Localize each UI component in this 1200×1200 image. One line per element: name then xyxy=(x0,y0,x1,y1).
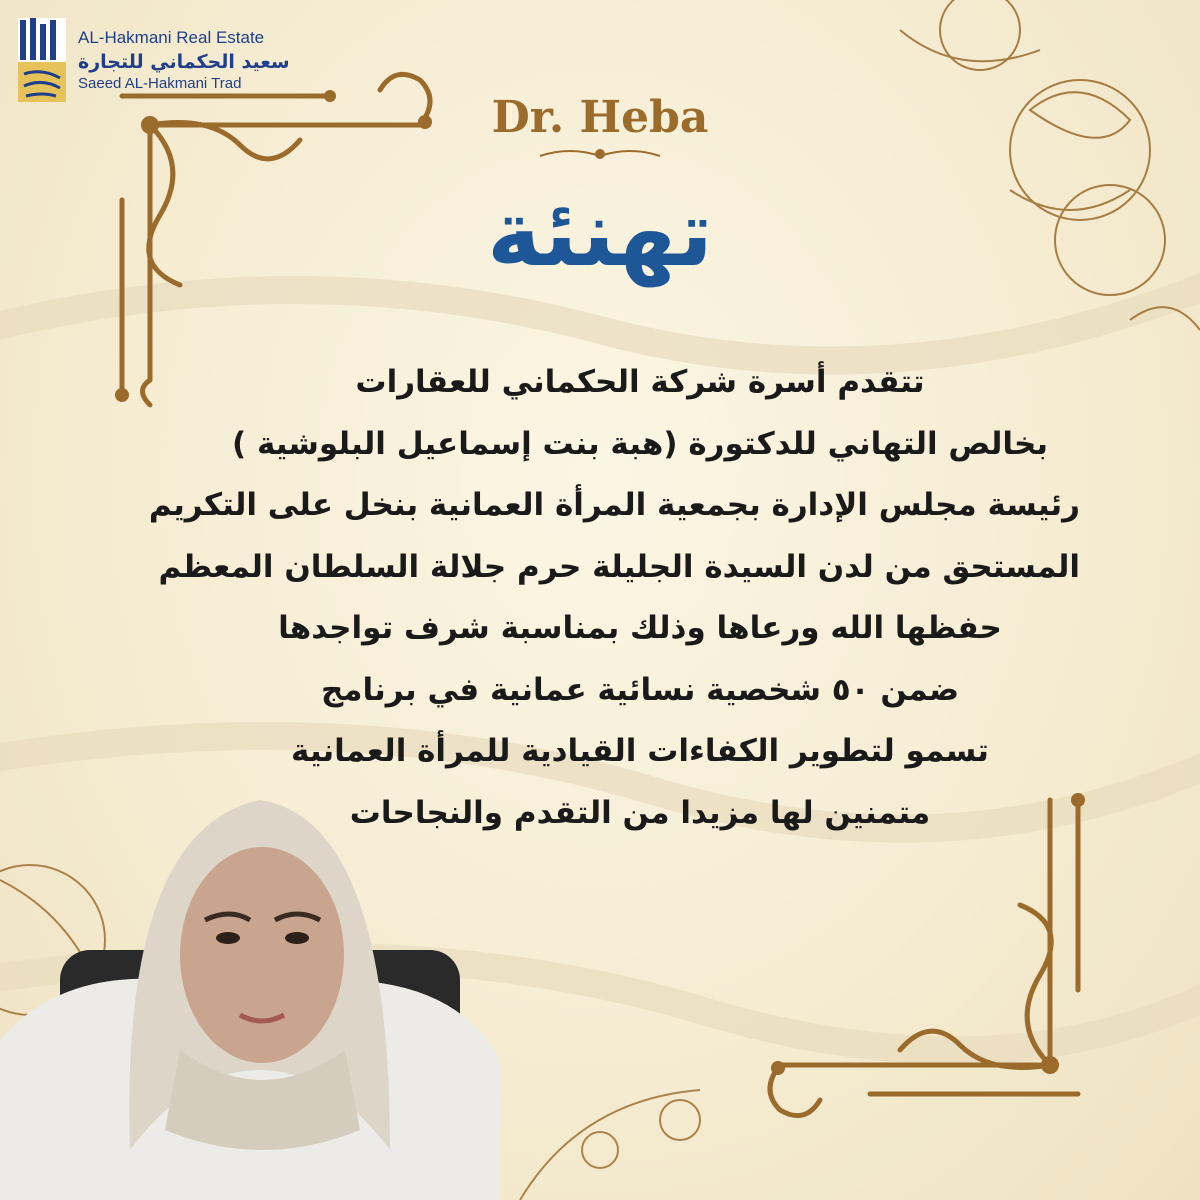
message-line: ضمن ٥٠ شخصية نسائية عمانية في برنامج xyxy=(320,671,960,708)
message-line: رئيسة مجلس الإدارة بجمعية المرأة العمانية بنخل على التكريم xyxy=(148,487,1080,523)
portrait-photo xyxy=(0,770,520,1200)
message-line: تتقدم أسرة شركة الحكماني للعقارات xyxy=(355,364,925,400)
logo-name-ar: سعيد الحكماني للتجارة xyxy=(78,51,290,73)
logo-name-en: AL-Hakmani Real Estate xyxy=(78,28,265,47)
message-line: تسمو لتطوير الكفاءات القيادية للمرأة العمانية xyxy=(291,733,989,769)
page-title: Dr. Heba xyxy=(491,92,709,143)
message-line: متمنين لها مزيدا من التقدم والنجاحات xyxy=(349,794,931,831)
corner-ornament-bottom-right xyxy=(770,800,1078,1116)
message-line: بخالص التهاني للدكتورة (هبة بنت إسماعيل البلوشية ) xyxy=(232,425,1048,462)
message-line: حفظها الله ورعاها وذلك بمناسبة شرف تواجدها xyxy=(278,610,1002,646)
message-line: المستحق من لدن السيدة الجليلة حرم جلالة السلطان المعظم xyxy=(158,548,1080,585)
floral-outline-bottom xyxy=(520,1090,700,1200)
greeting-calligraphy: تهنئة xyxy=(486,180,714,287)
logo-name-en-secondary: Saeed AL-Hakmani Trad xyxy=(78,75,242,92)
company-logo xyxy=(8,14,290,104)
title-divider xyxy=(540,150,660,158)
